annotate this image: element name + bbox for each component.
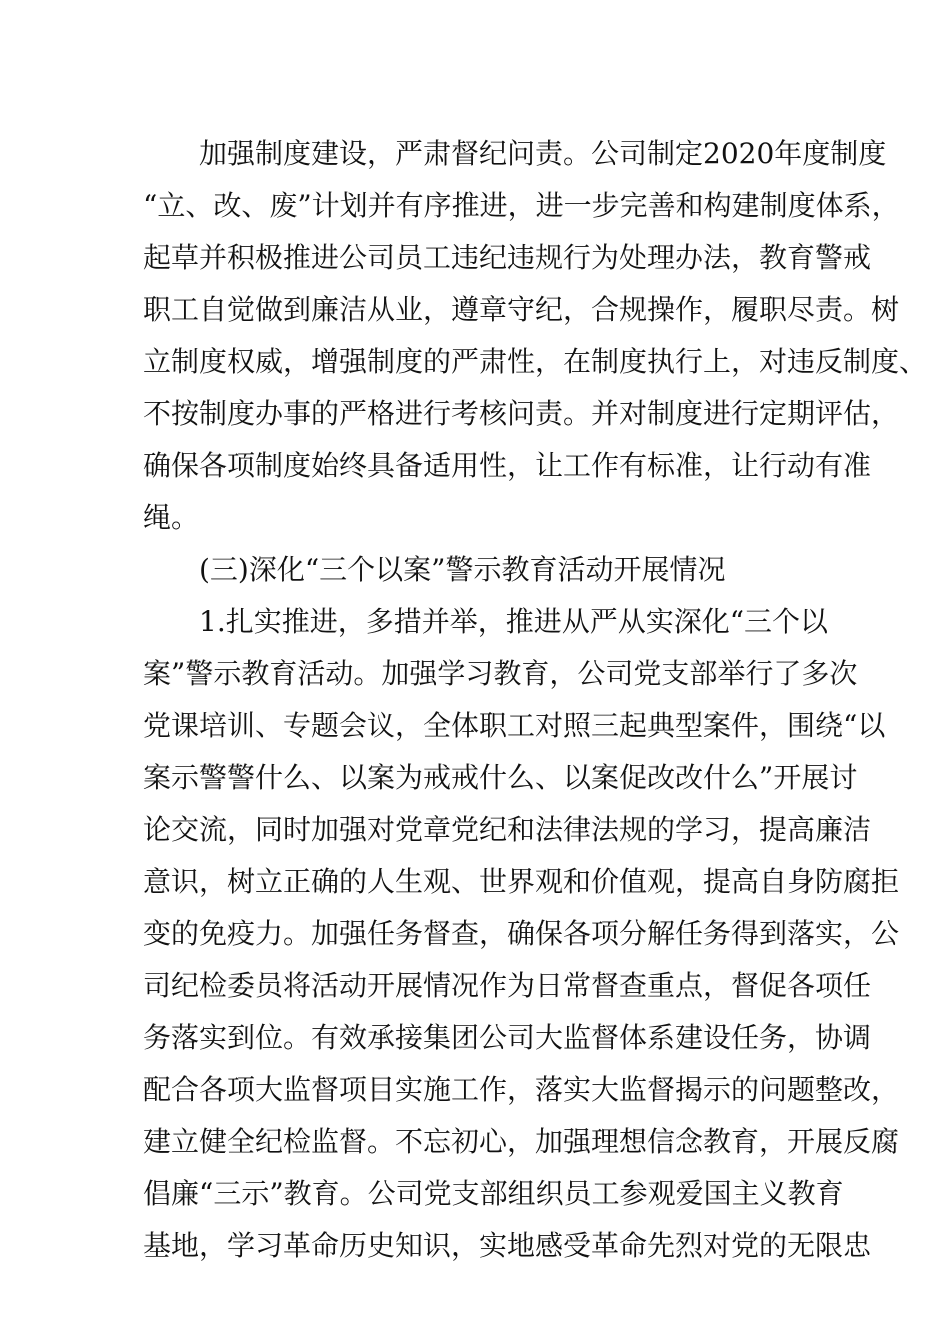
text-line: 论交流，同时加强对党章党纪和法律法规的学习，提高廉洁 bbox=[143, 813, 872, 846]
text-line: 变的免疫力。加强任务督查，确保各项分解任务得到落实，公 bbox=[143, 917, 900, 950]
text-line: 基地，学习革命历史知识，实地感受革命先烈对党的无限忠 bbox=[143, 1229, 872, 1262]
text-line: 加强制度建设，严肃督纪问责。公司制定2020年度制度 bbox=[199, 137, 887, 170]
text-line: 案”警示教育活动。加强学习教育，公司党支部举行了多次 bbox=[143, 657, 858, 690]
text-line: 配合各项大监督项目实施工作，落实大监督揭示的问题整改， bbox=[143, 1073, 900, 1106]
text-line: 不按制度办事的严格进行考核问责。并对制度进行定期评估， bbox=[143, 397, 900, 430]
section-heading: (三)深化“三个以案”警示教育活动开展情况 bbox=[199, 553, 726, 586]
text-line: 建立健全纪检监督。不忘初心，加强理想信念教育，开展反腐 bbox=[143, 1125, 900, 1158]
body-text bbox=[143, 128, 928, 1272]
text-line: 务落实到位。有效承接集团公司大监督体系建设任务，协调 bbox=[143, 1021, 872, 1054]
text-line: 倡廉“三示”教育。公司党支部组织员工参观爱国主义教育 bbox=[143, 1177, 844, 1210]
text-line: 意识，树立正确的人生观、世界观和价值观，提高自身防腐拒 bbox=[143, 865, 900, 898]
text-line: 起草并积极推进公司员工违纪违规行为处理办法，教育警戒 bbox=[143, 241, 872, 274]
text-line: 1.扎实推进，多措并举，推进从严从实深化“三个以 bbox=[199, 605, 829, 638]
text-line: “立、改、废”计划并有序推进，进一步完善和构建制度体系， bbox=[143, 189, 900, 222]
text-line: 职工自觉做到廉洁从业，遵章守纪，合规操作，履职尽责。树 bbox=[143, 293, 900, 326]
text-line: 立制度权威，增强制度的严肃性，在制度执行上，对违反制度、 bbox=[143, 345, 928, 378]
text-line: 党课培训、专题会议，全体职工对照三起典型案件，围绕“以 bbox=[143, 709, 886, 742]
text-line: 司纪检委员将活动开展情况作为日常督查重点，督促各项任 bbox=[143, 969, 872, 1002]
text-line: 绳。 bbox=[143, 501, 200, 534]
text-line: 案示警警什么、以案为戒戒什么、以案促改改什么”开展讨 bbox=[143, 761, 858, 794]
text-line: 确保各项制度始终具备适用性，让工作有标准，让行动有准 bbox=[143, 449, 872, 482]
